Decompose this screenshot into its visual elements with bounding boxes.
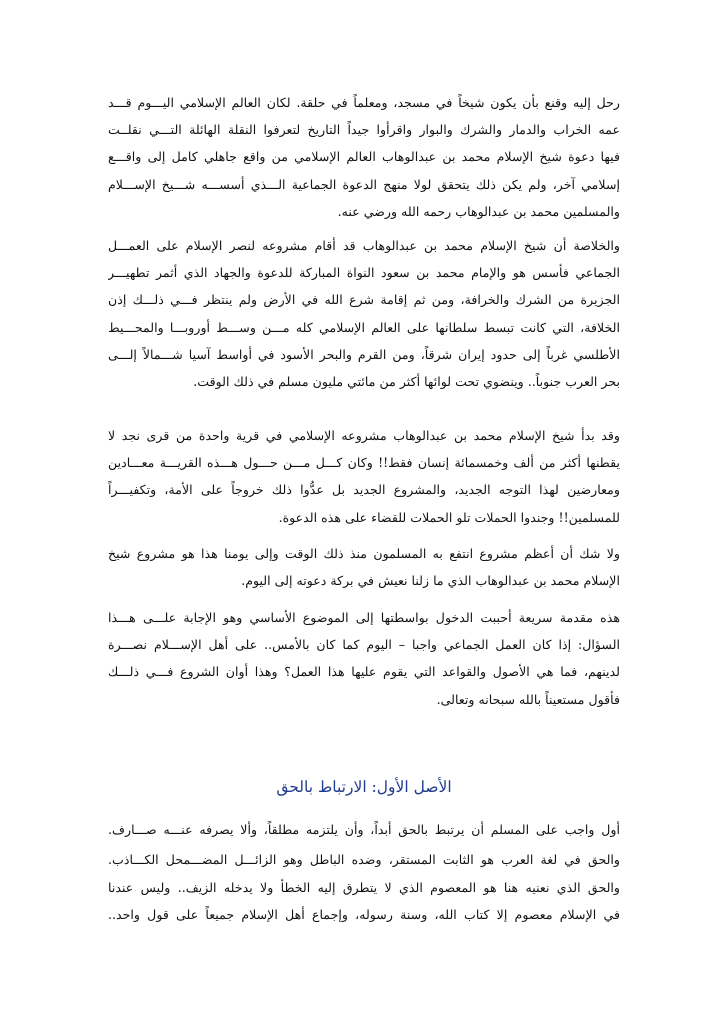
text-line: فيها دعوة شيخ الإسلام محمد بن عبدالوهاب العالم الإسلامي من واقع جاهلي كامل إلى واقـــع — [108, 149, 620, 165]
text-line: الإسلام محمد بن عبدالوهاب الذي ما زلنا نعيش في بركة دعوته إلى اليوم. — [241, 573, 620, 589]
text-line: والمسلمين محمد بن عبدالوهاب رحمه الله ورضي عنه. — [337, 203, 620, 219]
paragraph-beginning — [108, 422, 620, 531]
text-line: الخلافة، التي كانت تبسط سلطانها على العالم الإسلامي كله مـــن وســـط أوروبـــا والمحـــيط — [108, 319, 620, 335]
text-line: رحل إليه وقنع بأن يكون شيخاً في مسجد، ومعلماً في حلقة. لكان العالم الإسلامي اليـــوم قـــد — [108, 95, 620, 110]
text-line: الجزيرة من الشرك والخرافة، ومن ثم إقامة شرع الله في الأرض ولم ينتظر فـــي ذلـــك إذن — [108, 292, 620, 308]
section-paragraph-first-duty — [108, 816, 620, 843]
section-title-text: الأصل الأول: الارتباط بالحق — [276, 778, 452, 796]
text-line: هذه مقدمة سريعة أحببت الدخول بواسطتها إلى الموضوع الأساسي وهو الإجابة علـــى هـــذا — [108, 610, 620, 625]
text-line: فأقول مستعيناً بالله سبحانه وتعالى. — [436, 691, 620, 707]
paragraph-intro — [108, 89, 620, 225]
text-line: ومعارضين لهذا التوجه الجديد، والمشروع الجديد بل عدُّوا ذلك خروجاً على الأمة، وتكفيـــراً — [108, 482, 620, 498]
text-line: والحق في لغة العرب هو الثابت المستقر، وضده الباطل وهو الزائـــل المضـــمحل الكـــاذب. — [108, 852, 620, 867]
paragraph-summary — [108, 232, 620, 395]
section-title — [108, 772, 620, 802]
text-line: وقد بدأ شيخ الإسلام محمد بن عبدالوهاب مشروعه الإسلامي في قرية واحدة من قرى نجد لا — [108, 428, 620, 443]
text-line: أول واجب على المسلم أن يرتبط بالحق أبداً، وأن يلتزمه مطلقاً، وألا يصرفه عنـــه صـــارف. — [108, 822, 620, 837]
text-line: الأطلسي غرباً إلى حدود إيران شرقاً، ومن القرم والبحر الأسود في أواسط آسيا شـــمالاً إلـــى — [108, 346, 620, 362]
paragraph-greatest-project — [108, 540, 620, 594]
section-paragraph-definition — [108, 846, 620, 873]
text-line: السؤال: إذا كان العمل الجماعي واجبا – اليوم كما كان بالأمس.. على أهل الإســـلام نصـــرة — [108, 637, 620, 653]
paragraph-question — [108, 604, 620, 713]
text-line: بحر العرب جنوباً.. وينضوي تحت لوائها أكثر من مائتي مليون مسلم في ذلك الوقت. — [193, 374, 620, 390]
section-paragraph-infallible — [108, 874, 620, 928]
text-line: والحق الذي نعنيه هنا هو المعصوم الذي لا يتطرق إليه الخطأ ولا يدخله الزيف.. وليس عندنا — [108, 880, 620, 895]
text-line: الجماعي فأسس هو والإمام محمد بن سعود النواة المباركة للدعوة والجهاد الذي أثمر تطهيـــر — [108, 265, 620, 281]
text-line: إسلامي آخر، ولم يكن ذلك يتحقق لولا منهج الدعوة الجماعية الـــذي أسســـه شـــيخ الإســـلام — [108, 176, 620, 192]
text-line: في الإسلام معصوم إلا كتاب الله، وسنة رسوله، وإجماع أهل الإسلام جميعاً على قول واحد.. — [108, 907, 620, 923]
text-line: للمسلمين!! وجندوا الحملات تلو الحملات للقضاء على هذه الدعوة. — [278, 509, 620, 525]
text-line: لدينهم، فما هي الأصول والقواعد التي يقوم عليها هذا العمل؟ وهذا أوان الشروع فـــي ذلـــك — [108, 664, 620, 680]
text-line: والخلاصة أن شيخ الإسلام محمد بن عبدالوهاب قد أقام مشروعه لنصر الإسلام على العمـــل — [108, 238, 620, 253]
text-line: ولا شك أن أعظم مشروع انتفع به المسلمون منذ ذلك الوقت وإلى يومنا هذا هو مشروع شيخ — [108, 546, 620, 561]
text-line: عمه الخراب والدمار والشرك والبوار واقرأوا جيداً التاريخ لتعرفوا النقلة الهائلة التـــي نقلــت — [108, 122, 620, 138]
text-line: يقطنها أكثر من ألف وخمسمائة إنسان فقط!! وكان كـــل مـــن حـــول هـــذه القريـــة معـــادين — [108, 455, 620, 471]
